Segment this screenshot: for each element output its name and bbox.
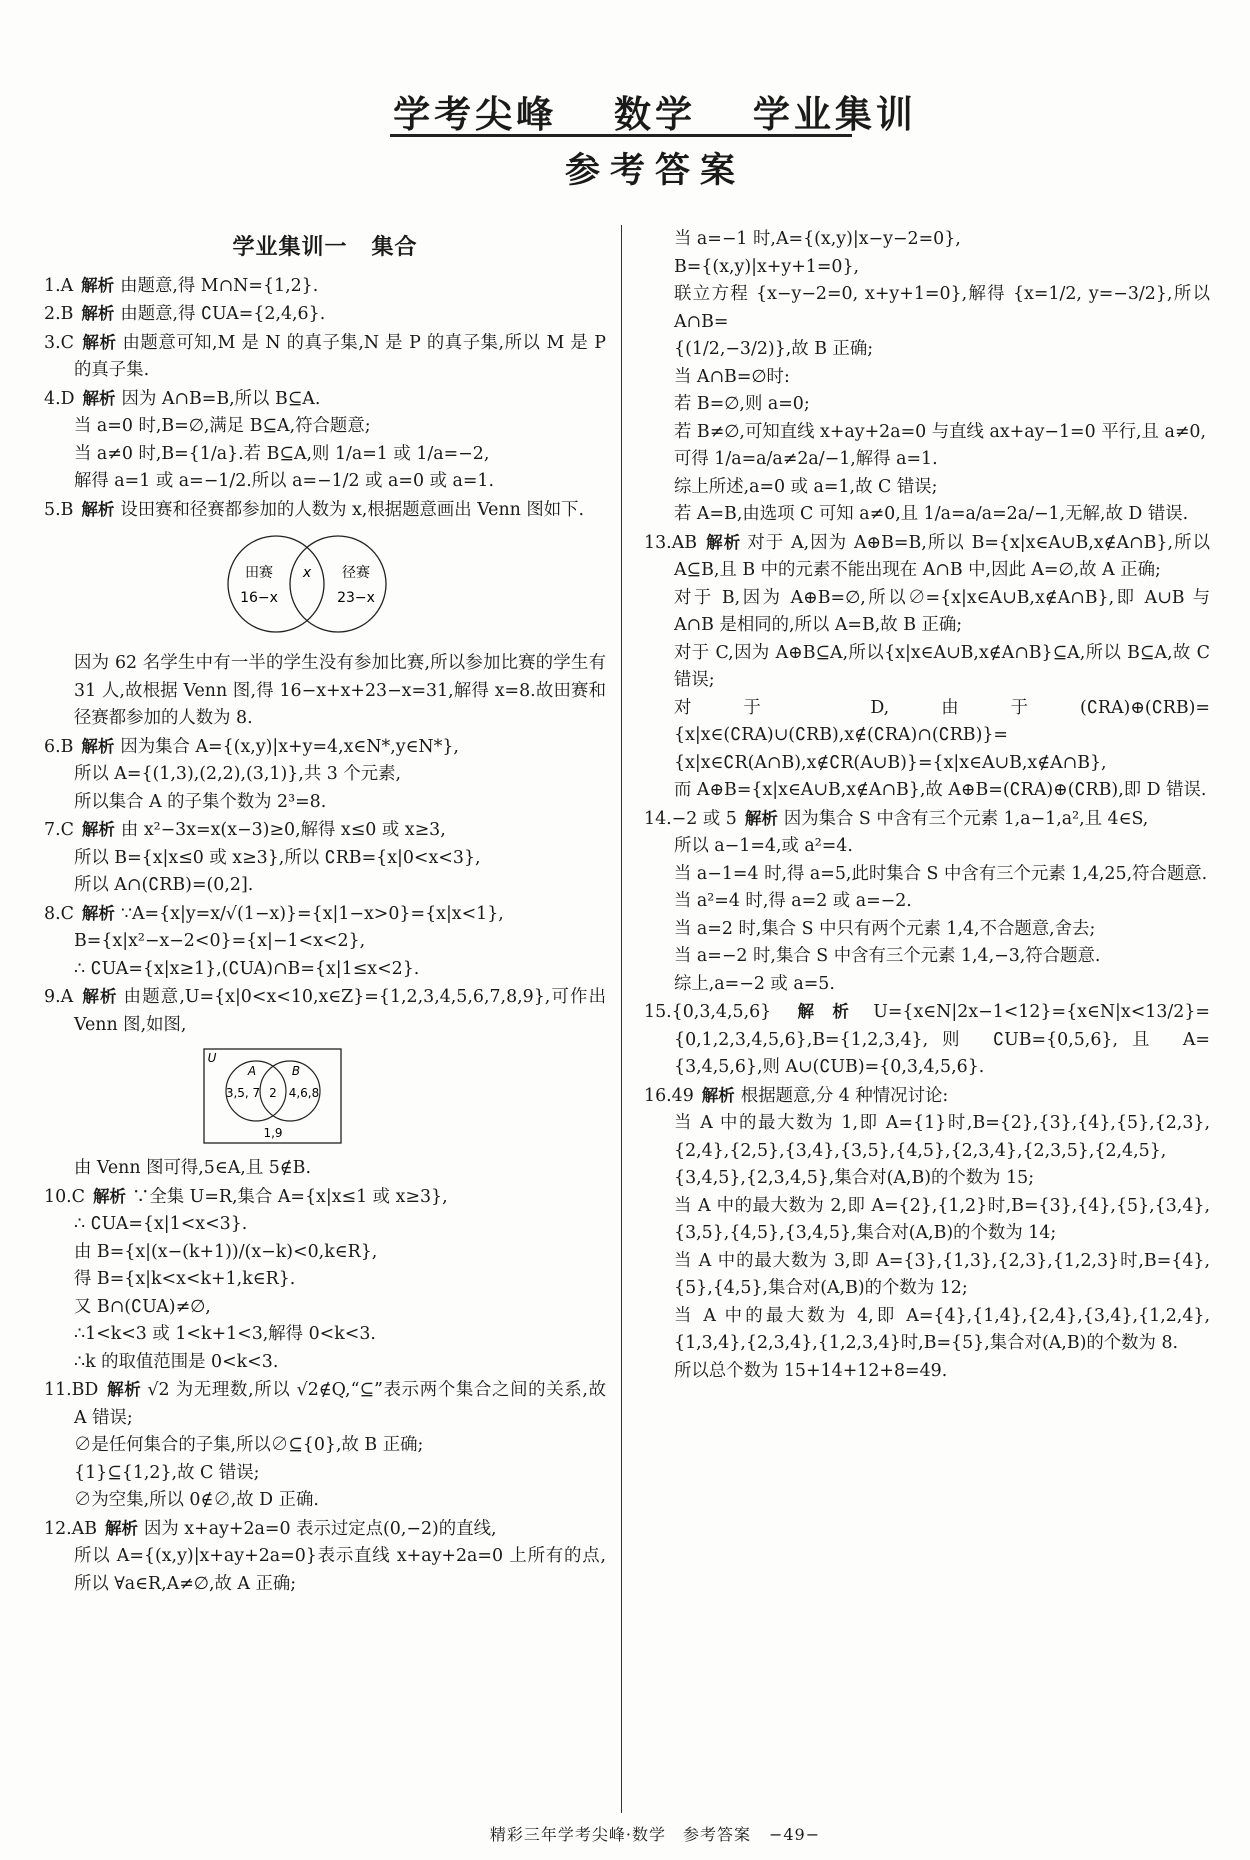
answer-item [44, 1515, 606, 1544]
venn-center-label: x [302, 565, 312, 581]
answer-number: 14.−2 或 5 [644, 808, 737, 829]
answer-item [44, 385, 606, 414]
analysis-keyword: 解析 [705, 532, 742, 552]
analysis-line: 当 A 中的最大数为 1,即 A={1}时,B={2},{3},{4},{5},{2,3},{2,4},{2,5},{3,4},{3,5},{4,5},{2,3,4},{2,3,5},{2,4,5},{3,4,5},{2,3,4,5},集合对(A,B)的个数为 15; [674, 1113, 1210, 1188]
analysis-line: 综上所述,a=0 或 a=1,故 C 错误; [674, 476, 938, 497]
analysis-line: ∴ ∁UA={x|1<x<3}. [74, 1214, 248, 1234]
answer-text: 对于 A,因为 A⊕B=B,所以 B={x|x∈A∪B,x∉A∩B},所以 A⊆B,且 B 中的元素不能出现在 A∩B 中,因此 A=∅,故 A 正确; [674, 532, 1210, 580]
analysis-line: 所以 A={(1,3),(2,2),(3,1)},共 3 个元素, [74, 764, 402, 784]
answer-number: 2.B [44, 304, 74, 324]
analysis-keyword: 解析 [81, 304, 115, 323]
venn-universe-label: U [207, 1051, 217, 1065]
answer-number: 9.A [44, 987, 74, 1007]
venn-b-only: 4,6,8 [288, 1086, 320, 1100]
venn-circle-left [228, 536, 324, 632]
analysis-line: 综上,a=−2 或 a=5. [674, 973, 835, 994]
analysis-line: 所以 a−1=4,或 a²=4. [674, 836, 853, 856]
venn-outside: 1,9 [263, 1126, 283, 1140]
analysis-line: B={x|x²−x−2<0}={x|−1<x<2}, [74, 931, 366, 951]
analysis-line: ∴k 的取值范围是 0<k<3. [74, 1351, 279, 1372]
analysis-line: 当 A∩B=∅时: [674, 366, 790, 387]
analysis-line: 当 A 中的最大数为 4,即 A={4},{1,4},{2,4},{3,4},{1,2,4},{1,3,4},{2,3,4},{1,2,3,4}时,B={5},集合对(A,B)的个数为 8. [674, 1305, 1210, 1353]
answer-text: 由 x²−3x=x(x−3)≥0,解得 x≤0 或 x≥3, [120, 820, 446, 840]
answer-text: 因为集合 S 中含有三个元素 1,a−1,a²,且 4∈S, [783, 808, 1149, 829]
answer-text: 因为 A∩B=B,所以 B⊆A. [121, 388, 321, 409]
answer-item [644, 529, 1210, 585]
answer-number: 12.AB [44, 1518, 97, 1539]
venn-right-label: 径赛 [342, 565, 370, 581]
answer-number: 7.C [44, 820, 74, 840]
analysis-keyword: 解析 [105, 1518, 138, 1538]
analysis-line: 所以集合 A 的子集个数为 2³=8. [74, 791, 327, 812]
answers-heading: 参考答案 [564, 151, 745, 191]
answer-text: 因为 x+ay+2a=0 表示过定点(0,−2)的直线, [144, 1518, 497, 1539]
answer-item [44, 900, 606, 929]
answer-text: U={x∈N|2x−1<12}={x∈N|x<13/2}={0,1,2,3,4,5,6},B={1,2,3,4},则 ∁UB={0,5,6},且 A={3,4,5,6},则 A∪(∁UB)={0,3,4,5,6}. [674, 1002, 1210, 1077]
analysis-line: 当 a=2 时,集合 S 中只有两个元素 1,4,不合题意,舍去; [674, 918, 1096, 939]
answer-number: 13.AB [644, 532, 697, 553]
analysis-keyword: 解析 [92, 1186, 126, 1206]
analysis-line: ∅是任何集合的子集,所以∅⊆{0},故 B 正确; [74, 1435, 424, 1455]
analysis-line: 所以 A∩(∁RB)=(0,2]. [74, 875, 254, 895]
analysis-line: 当 A 中的最大数为 2,即 A={2},{1,2}时,B={3},{4},{5},{3,4},{3,5},{4,5},{3,4,5},集合对(A,B)的个数为 14; [674, 1195, 1210, 1243]
analysis-line: {(1/2,−3/2)},故 B 正确; [674, 339, 874, 359]
analysis-keyword: 解析 [81, 736, 115, 756]
analysis-line: 由 B={x|(x−(k+1))/(x−k)<0,k∈R}, [74, 1241, 378, 1262]
answer-item [44, 329, 606, 385]
answer-text: 由题意,U={x|0<x<10,x∈Z}={1,2,3,4,5,6,7,8,9},可作出 Venn 图,如图, [74, 987, 606, 1035]
venn-left-value: 16−x [240, 590, 278, 606]
analysis-keyword: 解析 [81, 903, 115, 923]
analysis-line: 联立方程 {x−y−2=0, x+y+1=0},解得 {x=1/2, y=−3/2},所以 A∩B= [674, 284, 1210, 332]
page-footer [60, 1822, 1250, 1845]
answer-text: √2 为无理数,所以 √2∉Q,“⊆”表示两个集合之间的关系,故 A 错误; [74, 1380, 606, 1428]
analysis-line: ∅为空集,所以 0∉∅,故 D 正确. [74, 1490, 319, 1510]
analysis-line: 对于 C,因为 A⊕B⊆A,所以{x|x∈A∪B,x∉A∩B}⊆A,所以 B⊆A,故 C 错误; [674, 642, 1210, 690]
analysis-line: 当 A 中的最大数为 3,即 A={3},{1,3},{2,3},{1,2,3}时,B={4},{5},{4,5},集合对(A,B)的个数为 12; [674, 1250, 1210, 1298]
analysis-line: 当 a≠0 时,B={1/a}.若 B⊆A,则 1/a=1 或 1/a=−2, [74, 443, 490, 464]
analysis-line: ∴ ∁UA={x|x≥1},(∁UA)∩B={x|1≤x<2}. [74, 958, 420, 979]
analysis-keyword: 解析 [81, 987, 118, 1006]
analysis-line: 当 a²=4 时,得 a=2 或 a=−2. [674, 891, 912, 911]
venn-b-label: B [291, 1064, 301, 1078]
analysis-keyword: 解析 [779, 1002, 868, 1021]
analysis-keyword: 解析 [81, 499, 115, 519]
analysis-line: 对于 D,由于(∁RA)⊕(∁RB)={x|x∈(∁RA)∪(∁RB),x∉(∁RA)∩(∁RB)}={x|x∈∁R(A∩B),x∉∁R(A∪B)}={x|x∈A∪B,x∉A∩B}, [674, 697, 1210, 773]
venn-diagram-track-field [44, 532, 604, 642]
analysis-line: 所以总个数为 15+14+12+8=49. [674, 1360, 948, 1381]
answer-number: 1.A [44, 275, 74, 296]
analysis-line: 当 a=−2 时,集合 S 中含有三个元素 1,4,−3,符合题意. [674, 946, 1101, 966]
answer-item [44, 496, 606, 525]
answer-text: ∵A={x|y=x/√(1−x)}={x|1−x>0}={x|x<1}, [120, 903, 504, 924]
analysis-line: 解得 a=1 或 a=−1/2.所以 a=−1/2 或 a=0 或 a=1. [74, 471, 495, 491]
analysis-keyword: 解析 [82, 388, 116, 408]
title-part: 学考尖峰 [393, 93, 558, 136]
analysis-line: 所以 A={(x,y)|x+ay+2a=0}表示直线 x+ay+2a=0 上所有的点,所以 ∀a∈R,A≠∅,故 A 正确; [74, 1546, 606, 1594]
answer-item [44, 816, 606, 845]
answer-item [644, 1082, 1210, 1111]
answer-item [44, 300, 606, 329]
title-part: 数学 [614, 93, 696, 136]
analysis-line: 当 a−1=4 时,得 a=5,此时集合 S 中含有三个元素 1,4,25,符合题意. [674, 863, 1208, 884]
venn-right-value: 23−x [337, 590, 375, 606]
answer-text: ∵全集 U=R,集合 A={x|x≤1 或 x≥3}, [131, 1186, 448, 1207]
analysis-keyword: 解析 [744, 808, 778, 828]
answer-item [644, 805, 1210, 834]
analysis-keyword: 解析 [81, 820, 115, 839]
answer-text: 由题意,得 ∁UA={2,4,6}. [120, 304, 326, 324]
answer-item [44, 733, 606, 762]
analysis-line: 因为 62 名学生中有一半的学生没有参加比赛,所以参加比赛的学生有 31 人,故根据 Venn 图,得 16−x+x+23−x=31,解得 x=8.故田赛和径赛都参加的人数为 8. [74, 653, 606, 728]
answer-number: 3.C [44, 332, 74, 353]
answer-text: 根据题意,分 4 种情况讨论: [740, 1085, 949, 1106]
footer-text: 精彩三年学考尖峰·数学 参考答案 [489, 1825, 751, 1844]
analysis-line: 由 Venn 图可得,5∈A,且 5∉B. [74, 1158, 311, 1178]
venn-both: 2 [269, 1086, 277, 1100]
answer-number: 6.B [44, 736, 74, 757]
analysis-keyword: 解析 [701, 1085, 735, 1105]
analysis-line: 得 B={x|k<x<k+1,k∈R}. [74, 1269, 296, 1289]
analysis-line: 若 B≠∅,可知直线 x+ay+2a=0 与直线 ax+ay−1=0 平行,且 a≠0, [674, 421, 1206, 442]
answer-item [44, 1376, 606, 1432]
analysis-keyword: 解析 [81, 332, 117, 352]
answer-number: 16.49 [644, 1085, 694, 1106]
answer-item [44, 272, 606, 301]
analysis-line: 当 a=0 时,B=∅,满足 B⊆A,符合题意; [74, 416, 371, 436]
section-title: 学业集训一 集合 [232, 235, 418, 260]
analysis-line: 若 B=∅,则 a=0; [674, 394, 810, 414]
venn-left-label: 田赛 [245, 565, 273, 581]
venn-a-label: A [247, 1064, 257, 1078]
answer-number: 5.B [44, 499, 74, 520]
answer-text: 因为集合 A={(x,y)|x+y=4,x∈N*,y∈N*}, [120, 736, 459, 757]
column-divider [621, 225, 622, 1813]
analysis-line: 若 A=B,由选项 C 可知 a≠0,且 1/a=a/a=2a/−1,无解,故 D 错误. [674, 504, 1189, 524]
analysis-keyword: 解析 [81, 275, 115, 295]
answer-number: 15.{0,3,4,5,6} [644, 1002, 772, 1022]
answer-number: 10.C [44, 1186, 85, 1207]
venn-a-only: 3,5, 7 [225, 1086, 261, 1100]
answer-item [44, 983, 606, 1039]
analysis-line: 而 A⊕B={x|x∈A∪B,x∉A∩B},故 A⊕B=(∁RA)⊕(∁RB),即 D 错误. [674, 780, 1207, 800]
answer-number: 4.D [44, 388, 75, 409]
answer-number: 11.BD [44, 1380, 99, 1400]
answer-item [644, 998, 1210, 1082]
analysis-line: ∴1<k<3 或 1<k+1<3,解得 0<k<3. [74, 1324, 376, 1344]
answer-text: 由题意,得 M∩N={1,2}. [120, 275, 319, 296]
analysis-line: 所以 B={x|x≤0 或 x≥3},所以 ∁RB={x|0<x<3}, [74, 847, 481, 868]
analysis-line: B={(x,y)|x+y+1=0}, [674, 256, 860, 277]
answer-text: 设田赛和径赛都参加的人数为 x,根据题意画出 Venn 图如下. [120, 499, 585, 520]
answer-number: 8.C [44, 903, 74, 924]
analysis-line: 对于 B,因为 A⊕B=∅,所以∅={x|x∈A∪B,x∉A∩B},即 A∪B 与 A∩B 是相同的,所以 A=B,故 B 正确; [674, 587, 1210, 635]
analysis-line: 当 a=−1 时,A={(x,y)|x−y−2=0}, [674, 229, 961, 249]
page-number: −49− [768, 1825, 821, 1844]
analysis-line: {1}⊆{1,2},故 C 错误; [74, 1462, 260, 1483]
venn-diagram-sets [44, 1047, 604, 1147]
answer-text: 由题意可知,M 是 N 的真子集,N 是 P 的真子集,所以 M 是 P 的真子集. [74, 332, 606, 380]
title-rule [390, 134, 852, 137]
analysis-keyword: 解析 [106, 1380, 142, 1399]
book-title [60, 84, 1250, 138]
title-part: 学业集训 [752, 93, 917, 136]
answer-item [44, 1183, 606, 1212]
analysis-line: 又 B∩(∁UA)≠∅, [74, 1296, 211, 1317]
venn-circle-right [290, 536, 386, 632]
right-column [644, 226, 1210, 1385]
left-column [44, 226, 606, 1598]
analysis-line: 可得 1/a=a/a≠2a/−1,解得 a=1. [674, 449, 938, 469]
